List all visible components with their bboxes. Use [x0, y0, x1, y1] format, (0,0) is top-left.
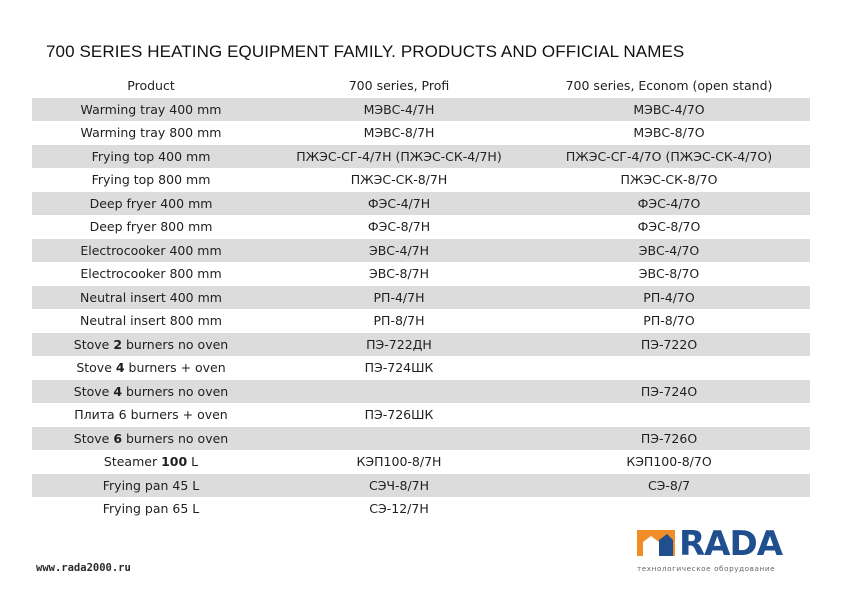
cell-profi: РП-8/7Н — [373, 313, 425, 329]
cell-product: Electrocooker 800 mm — [80, 266, 222, 282]
table-row — [32, 474, 810, 498]
cell-econom: МЭВС-8/7О — [633, 125, 705, 141]
cell-econom: РП-8/7О — [643, 313, 695, 329]
cell-product: Neutral insert 400 mm — [80, 289, 222, 305]
table-header-row — [32, 74, 810, 98]
cell-profi: ПЭ-722ДН — [366, 336, 432, 352]
cell-profi: СЭ-12/7Н — [369, 501, 429, 517]
cell-product: Steamer 100 L — [103, 454, 199, 470]
logo-tagline: технологическое оборудование — [637, 564, 776, 573]
cell-econom: КЭП100-8/7О — [626, 454, 712, 470]
table-row — [32, 145, 810, 169]
cell-product: Stove 4 burners no oven — [73, 383, 229, 399]
cell-product: Warming tray 400 mm — [80, 101, 222, 117]
cell-profi: РП-4/7Н — [373, 289, 425, 305]
cell-product: Frying pan 45 L — [102, 477, 200, 493]
cell-econom: ЭВС-8/7О — [638, 266, 700, 282]
page-title: 700 SERIES HEATING EQUIPMENT FAMILY. PRODUCTS AND OFFICIAL NAMES — [46, 42, 685, 61]
table-row — [32, 333, 810, 357]
header-product: Product — [127, 78, 175, 94]
cell-profi: ЭВС-4/7Н — [368, 242, 430, 258]
cell-profi: ПЖЭС-СК-8/7Н — [350, 172, 448, 188]
table-row — [32, 262, 810, 286]
logo-wordmark: RADA — [679, 524, 783, 564]
cell-profi: ФЭС-4/7Н — [367, 195, 431, 211]
cell-product: Electrocooker 400 mm — [80, 242, 222, 258]
table-row — [32, 497, 810, 521]
cell-product: Stove 4 burners + oven — [76, 360, 226, 376]
cell-profi: ПЭ-724ШК — [364, 360, 434, 376]
products-table — [32, 74, 810, 521]
cell-product: Neutral insert 800 mm — [80, 313, 222, 329]
rada-logo — [637, 524, 809, 576]
header-econom: 700 series, Econom (open stand) — [565, 78, 773, 94]
cell-product: Deep fryer 800 mm — [89, 219, 213, 235]
cell-profi: МЭВС-4/7Н — [363, 101, 435, 117]
cell-econom: ПЖЭС-СК-8/7О — [620, 172, 718, 188]
cell-econom: ФЭС-4/7О — [637, 195, 701, 211]
table-row — [32, 309, 810, 333]
cell-econom: ПЭ-724О — [640, 383, 698, 399]
cell-profi: МЭВС-8/7Н — [363, 125, 435, 141]
rada-emblem-icon — [637, 528, 677, 558]
table-row — [32, 286, 810, 310]
table-row — [32, 215, 810, 239]
table-row — [32, 98, 810, 122]
cell-profi: ПЭ-726ШК — [364, 407, 434, 423]
cell-product: Warming tray 800 mm — [80, 125, 222, 141]
header-profi: 700 series, Profi — [348, 78, 450, 94]
cell-profi: КЭП100-8/7Н — [356, 454, 442, 470]
cell-product: Frying pan 65 L — [102, 501, 200, 517]
table-row — [32, 380, 810, 404]
table-row — [32, 168, 810, 192]
table-row — [32, 192, 810, 216]
cell-profi: ПЖЭС-СГ-4/7Н (ПЖЭС-СК-4/7Н) — [296, 148, 502, 164]
table-row — [32, 427, 810, 451]
cell-econom: МЭВС-4/7О — [633, 101, 705, 117]
cell-product: Deep fryer 400 mm — [89, 195, 213, 211]
cell-product: Stove 2 burners no oven — [73, 336, 229, 352]
cell-econom: СЭ-8/7 — [647, 477, 691, 493]
table-row — [32, 403, 810, 427]
footer-url: www.rada2000.ru — [36, 562, 131, 574]
cell-profi: ЭВС-8/7Н — [368, 266, 430, 282]
table-row — [32, 239, 810, 263]
cell-econom: РП-4/7О — [643, 289, 695, 305]
table-row — [32, 121, 810, 145]
cell-product: Frying top 400 mm — [91, 148, 211, 164]
cell-profi: СЭЧ-8/7Н — [368, 477, 430, 493]
cell-econom: ФЭС-8/7О — [637, 219, 701, 235]
cell-product: Stove 6 burners no oven — [73, 430, 229, 446]
cell-profi: ФЭС-8/7Н — [367, 219, 431, 235]
table-row — [32, 356, 810, 380]
cell-econom: ПЭ-722О — [640, 336, 698, 352]
cell-product: Frying top 800 mm — [91, 172, 211, 188]
cell-product: Плита 6 burners + oven — [74, 407, 228, 423]
table-row — [32, 450, 810, 474]
cell-econom: ЭВС-4/7О — [638, 242, 700, 258]
cell-econom: ПЭ-726О — [640, 430, 698, 446]
cell-econom: ПЖЭС-СГ-4/7О (ПЖЭС-СК-4/7О) — [565, 148, 773, 164]
